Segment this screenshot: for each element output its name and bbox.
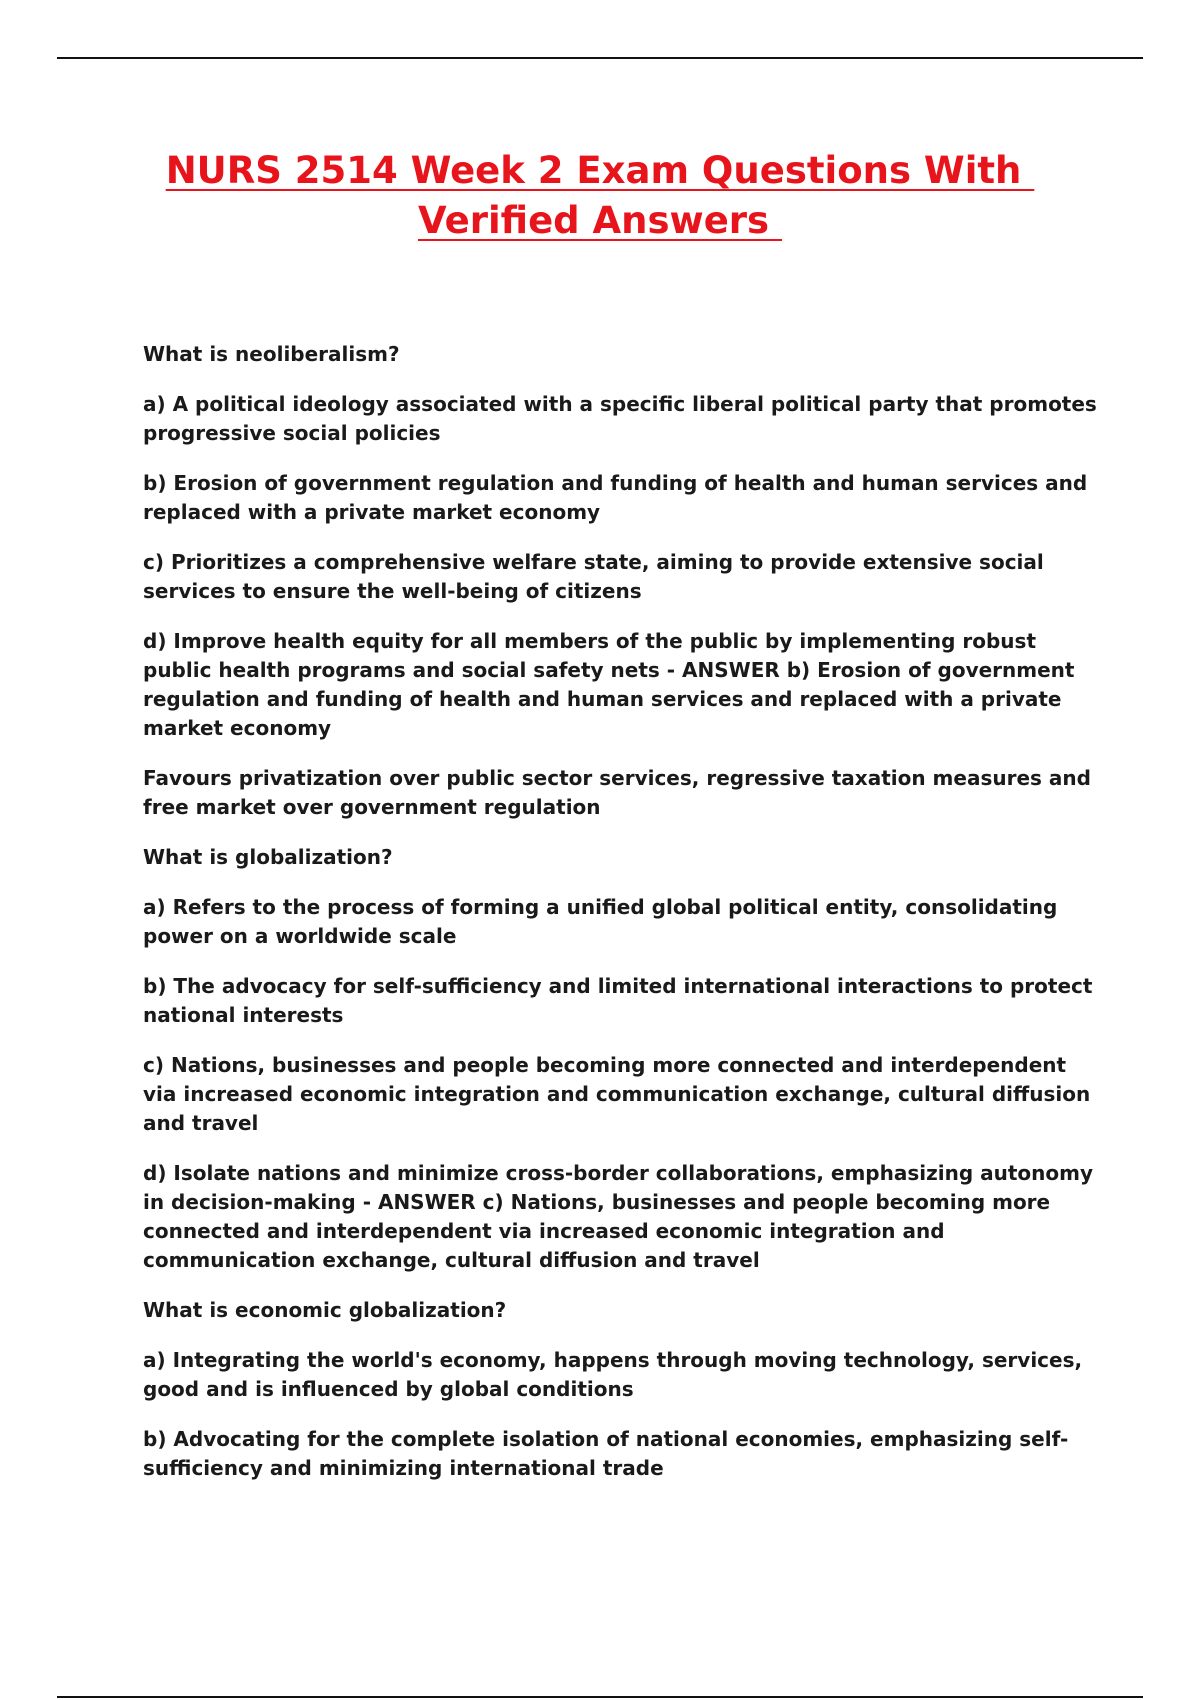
question-globalization: What is globalization? [143, 845, 393, 869]
document-body [143, 340, 1103, 1504]
title-line-2: Verified Answers [418, 199, 782, 242]
option-a: a) Refers to the process of forming a unified global political entity, consolidating power on a worldwide scale [143, 895, 1058, 948]
bottom-rule [57, 1696, 1143, 1698]
title-line-1: NURS 2514 Week 2 Exam Questions With [165, 149, 1035, 192]
question-economic-globalization: What is economic globalization? [143, 1298, 507, 1322]
top-rule [57, 57, 1143, 59]
option-a: a) Integrating the world's economy, happens through moving technology, services, good and is influenced by global conditions [143, 1348, 1083, 1401]
option-a: a) A political ideology associated with a specific liberal political party that promotes progressive social policies [143, 392, 1097, 445]
option-d-with-answer: d) Improve health equity for all members of the public by implementing robust public health programs and social safety nets - ANSWER b) Erosion of government regulation and funding of health and human services and replaced with a private market economy [143, 629, 1075, 740]
option-b: b) The advocacy for self-sufficiency and limited international interactions to protect national interests [143, 974, 1093, 1027]
option-b: b) Advocating for the complete isolation of national economies, emphasizing self-sufficiency and minimizing international trade [143, 1427, 1069, 1480]
explanation: Favours privatization over public sector services, regressive taxation measures and free market over government regulation [143, 766, 1091, 819]
option-d-with-answer: d) Isolate nations and minimize cross-border collaborations, emphasizing autonomy in decision-making - ANSWER c) Nations, businesses and people becoming more connected and interdependent via increased economic integration and communication exchange, cultural diffusion and travel [143, 1161, 1093, 1272]
document-title [100, 146, 1100, 246]
option-c: c) Prioritizes a comprehensive welfare state, aiming to provide extensive social services to ensure the well-being of citizens [143, 550, 1044, 603]
option-b: b) Erosion of government regulation and funding of health and human services and replaced with a private market economy [143, 471, 1088, 524]
question-neoliberalism: What is neoliberalism? [143, 342, 400, 366]
option-c: c) Nations, businesses and people becoming more connected and interdependent via increased economic integration and communication exchange, cultural diffusion and travel [143, 1053, 1091, 1135]
